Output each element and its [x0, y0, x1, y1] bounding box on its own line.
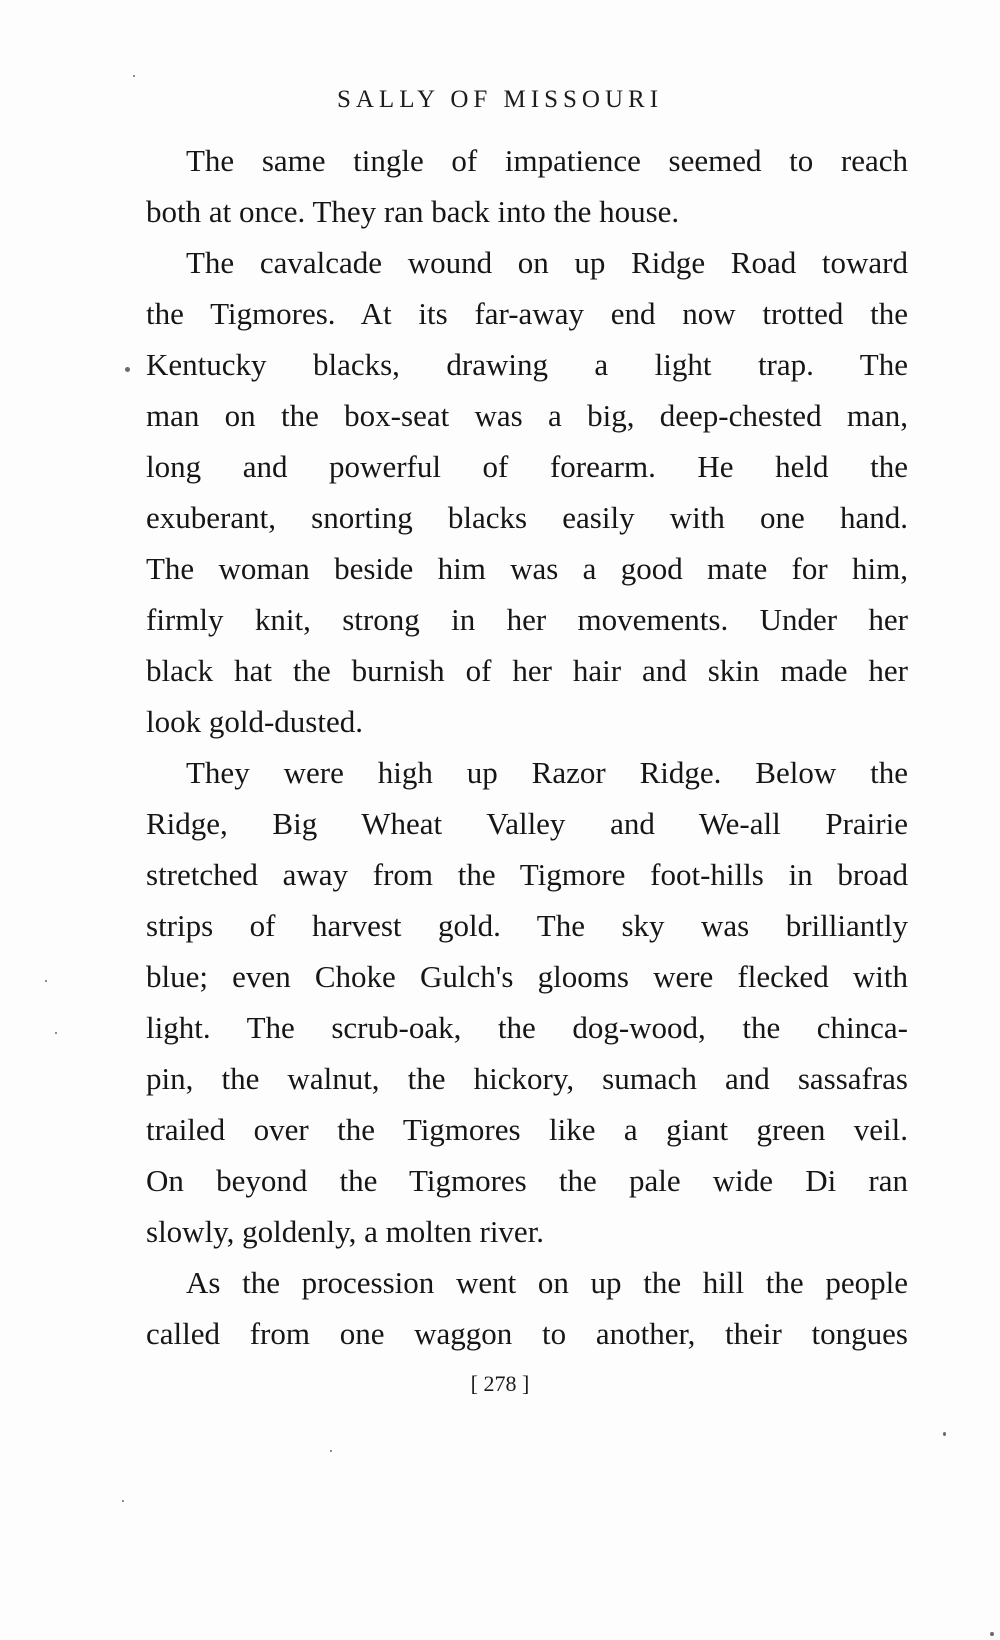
running-head: SALLY OF MISSOURI [336, 86, 664, 113]
text-line: Kentucky blacks, drawing a light trap. The [146, 347, 908, 382]
body-text [146, 135, 908, 1359]
scan-speck [943, 1432, 946, 1436]
text-line: both at once. They ran back into the house. [146, 194, 680, 229]
page-number: [ 278 ] [470, 1371, 530, 1396]
text-line: strips of harvest gold. The sky was brilliantly [146, 908, 908, 943]
scan-speck [122, 1500, 124, 1502]
text-line: long and powerful of forearm. He held the [146, 449, 908, 484]
text-line: light. The scrub-oak, the dog-wood, the chinca- [146, 1010, 908, 1045]
text-line: Ridge, Big Wheat Valley and We-all Prairie [146, 806, 908, 841]
text-line: stretched away from the Tigmore foot-hills in broad [146, 857, 908, 892]
text-line: They were high up Razor Ridge. Below the [186, 755, 908, 790]
scan-speck [45, 980, 47, 982]
text-line: The same tingle of impatience seemed to reach [186, 143, 908, 178]
text-line: As the procession went on up the hill the people [186, 1265, 908, 1300]
text-line: trailed over the Tigmores like a giant green veil. [146, 1112, 908, 1147]
text-line: The woman beside him was a good mate for him, [146, 551, 908, 586]
text-line: blue; even Choke Gulch's glooms were flecked with [146, 959, 908, 994]
text-line: called from one waggon to another, their tongues [146, 1316, 908, 1351]
scan-speck [125, 367, 130, 372]
text-line: look gold-dusted. [146, 704, 363, 739]
text-line: exuberant, snorting blacks easily with one hand. [146, 500, 908, 535]
text-line: firmly knit, strong in her movements. Under her [146, 602, 908, 637]
text-line: man on the box-seat was a big, deep-chested man, [146, 398, 908, 433]
text-line: The cavalcade wound on up Ridge Road toward [186, 245, 908, 280]
text-line: On beyond the Tigmores the pale wide Di ran [146, 1163, 908, 1198]
scan-speck [330, 1450, 332, 1452]
scan-speck [990, 1632, 994, 1636]
text-line: black hat the burnish of her hair and skin made her [146, 653, 908, 688]
scan-speck [55, 1032, 57, 1034]
text-line: slowly, goldenly, a molten river. [146, 1214, 545, 1249]
text-line: the Tigmores. At its far-away end now trotted the [146, 296, 908, 331]
scan-speck [133, 75, 135, 77]
text-line: pin, the walnut, the hickory, sumach and sassafras [146, 1061, 908, 1096]
